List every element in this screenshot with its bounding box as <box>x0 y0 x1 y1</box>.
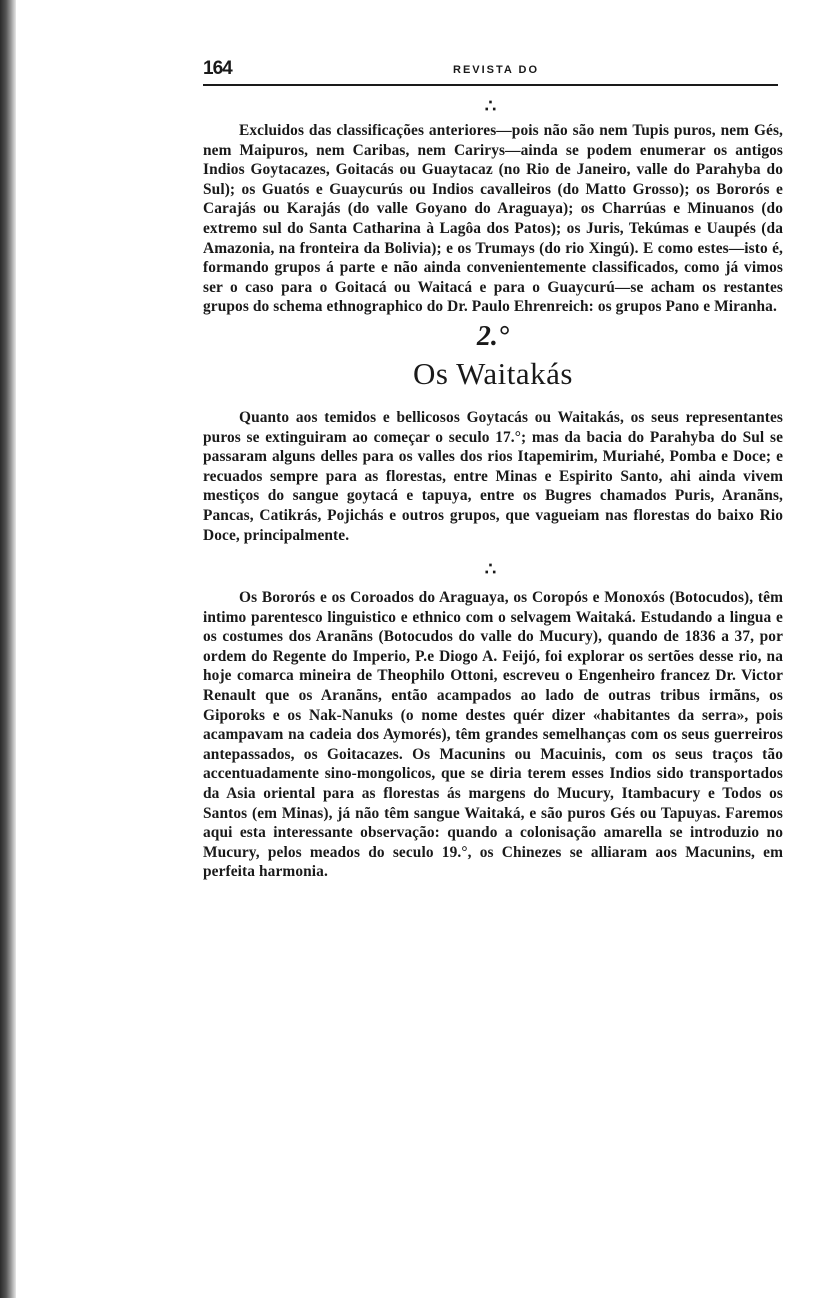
section-divider <box>203 96 783 116</box>
page-binding-edge <box>0 0 16 1298</box>
header-rule <box>203 84 778 86</box>
section-divider <box>203 559 783 580</box>
book-page <box>203 50 783 882</box>
asterism-glyph: ∴ <box>484 559 502 580</box>
running-title: REVISTA DO <box>453 64 540 76</box>
page-number: 164 <box>203 58 232 79</box>
running-head <box>203 50 783 80</box>
section-number: 2.° <box>476 320 510 352</box>
body-paragraph: Os Bororós e os Coroados do Araguaya, os Coropós e Monoxós (Botocudos), têm intimo parentesco linguistico e ethnico com o selvagem Waitaká. Estudando a lingua e os costumes dos Aranãns (Botocudos do valle do Mucury), quando de 1836 a 37, por ordem do Regente do Imperio, P.e Diogo A. Feijó, foi explorar os sertões desse rio, na hoje comarca mineira de Theophilo Ottoni, escreveu o Engenheiro francez Dr. Victor Renault que os Aranãns, então acampados ao lado de outras tribus irmãns, os Giporoks e os Nak-Nanuks (o nome destes quér dizer «habitantes da serra», pois acampavam na cadeia dos Aymorés), têm grandes semelhanças com os seus guerreiros antepassados, os Goitacazes. Os Macunins ou Macuinis, com os seus traços tão accentuadamente sino-mongolicos, que se diria terem esses Indios sido transportados da Asia oriental para as florestas ás margens do Mucury, Itambacury e Todos os Santos (em Minas), já não têm sangue Waitaká, e são puros Gés ou Tapuyas. Faremos aqui esta interessante observação: quando a colonisação amarella se introduzio no Mucury, pelos meados do seculo 19.°, os Chinezes se alliaram aos Macunins, em perfeita harmonia. <box>203 589 783 881</box>
section-title: Os Waitakás <box>413 355 573 391</box>
intro-paragraph: Excluidos das classificações anteriores—pois não são nem Tupis puros, nem Gés, nem Maipuros, nem Caribas, nem Carirys—ainda se podem enumerar os antigos Indios Goytacazes, Goitacás ou Guaytacaz (no Rio de Janeiro, valle do Parahyba do Sul); os Guatós e Guaycurús ou Indios cavalleiros (do Matto Grosso); os Bororós e Carajás ou Karajás (do valle Goyano do Araguaya); os Charrúas e Minuanos (do extremo sul do Santa Catharina à Lagôa dos Patos); os Juris, Tekúmas e Uaupés (da Amazonia, na fronteira da Bolivia); e os Trumays (do rio Xingú). E como estes—isto é, formando grupos á parte e não ainda convenientemente classificados, como já vimos ser o caso para o Goitacá ou Waitacá e para o Guaycurú—se acham os restantes grupos do schema ethnographico do Dr. Paulo Ehrenreich: os grupos Pano e Miranha. <box>203 122 783 316</box>
asterism-glyph: ∴ <box>484 96 502 116</box>
body-paragraph: Quanto aos temidos e bellicosos Goytacás ou Waitakás, os seus representantes puros se extinguiram ao começar o seculo 17.°; mas da bacia do Parahyba do Sul se passaram alguns delles para os valles dos rios Itapemirim, Muriahé, Pomba e Doce; e recuados sempre para as florestas, entre Minas e Espirito Santo, ahi ainda vivem mestiços do sangue goytacá e tapuya, entre os Bugres chamados Puris, Aranãns, Pancas, Catikrás, Pojichás e outros grupos, que vagueiam nas florestas do baixo Rio Doce, principalmente. <box>203 408 783 544</box>
